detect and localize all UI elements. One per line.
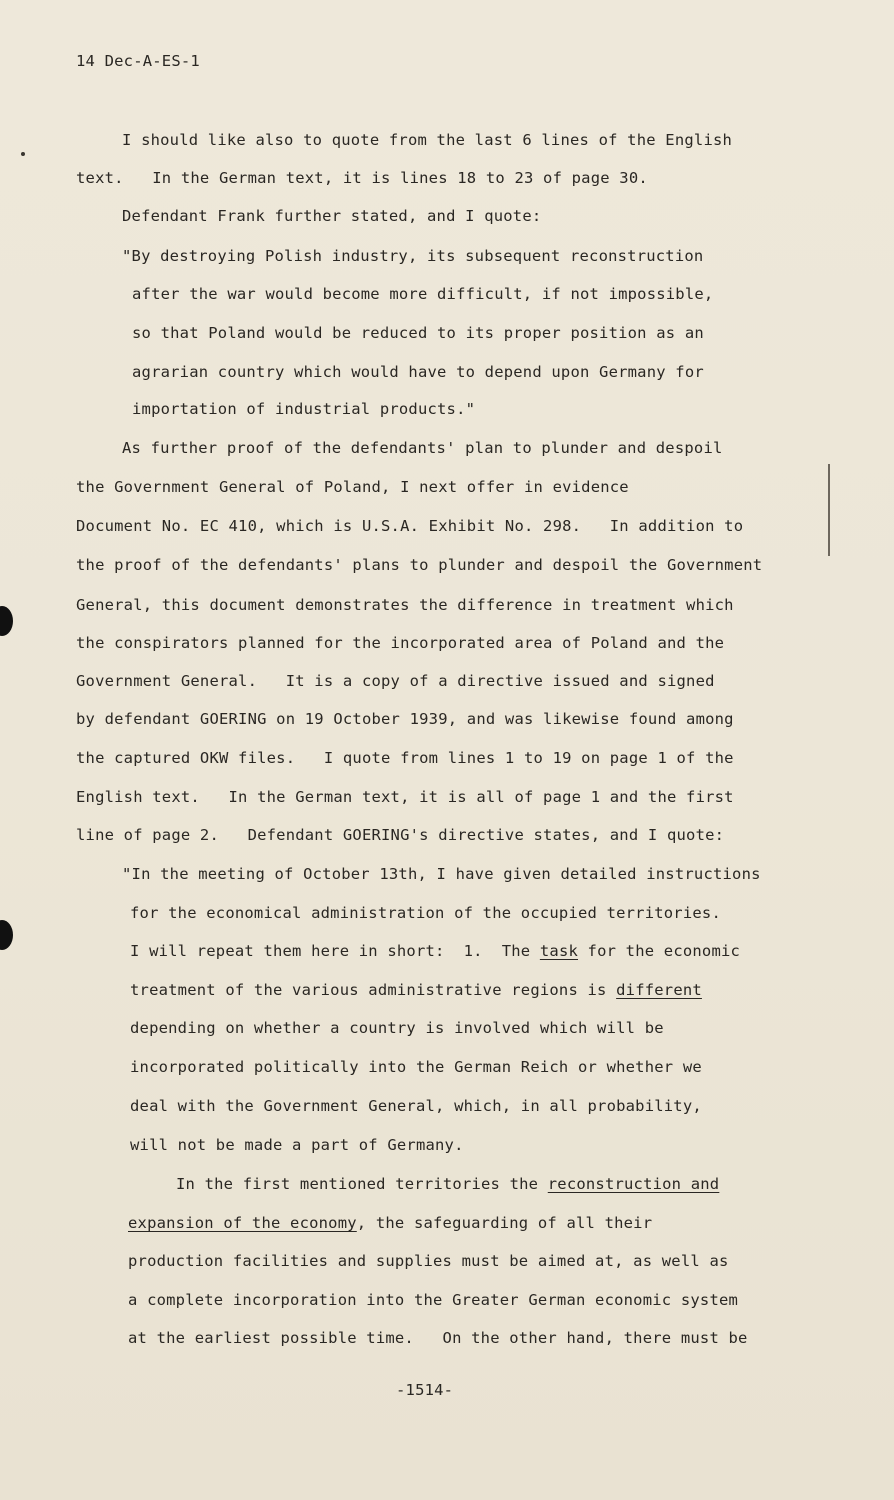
underlined-phrase: expansion of the economy — [128, 1214, 357, 1232]
quote-text: , the safeguarding of all their — [356, 1214, 653, 1232]
text-line: the proof of the defendants' plans to plunder and despoil the Government — [76, 556, 763, 574]
underlined-word: task — [539, 942, 579, 960]
binder-hole — [0, 920, 13, 950]
quote-line: for the economical administration of the occupied territories. — [130, 904, 721, 922]
text-line: line of page 2. Defendant GOERING's directive states, and I quote: — [76, 826, 725, 844]
underlined-phrase: reconstruction and — [547, 1175, 720, 1193]
quote-line: incorporated politically into the German Reich or whether we — [130, 1058, 702, 1076]
text-line: by defendant GOERING on 19 October 1939, and was likewise found among — [76, 710, 734, 728]
text-line: Defendant Frank further stated, and I quote: — [122, 207, 542, 225]
text-line: text. In the German text, it is lines 18 to 23 of page 30. — [76, 169, 648, 187]
underlined-word: different — [616, 981, 702, 999]
page-header: 14 Dec-A-ES-1 — [76, 52, 200, 70]
binder-hole — [0, 606, 13, 636]
text-line: As further proof of the defendants' plan to plunder and despoil — [122, 439, 723, 457]
quote-line: so that Poland would be reduced to its proper position as an — [132, 324, 704, 342]
text-line: the conspirators planned for the incorporated area of Poland and the — [76, 634, 725, 652]
quote-line: "In the meeting of October 13th, I have given detailed instructions — [122, 865, 761, 883]
ink-speck — [21, 152, 25, 156]
text-line: Government General. It is a copy of a directive issued and signed — [76, 672, 715, 690]
quote-line: importation of industrial products." — [132, 400, 476, 418]
quote-text: In the first mentioned territories the — [176, 1175, 548, 1193]
quote-line: deal with the Government General, which, in all probability, — [130, 1097, 702, 1115]
margin-mark — [828, 464, 830, 556]
quote-text: treatment of the various administrative regions is — [130, 981, 617, 999]
quote-line: a complete incorporation into the Greater German economic system — [128, 1291, 739, 1309]
text-line: I should like also to quote from the last 6 lines of the English — [122, 131, 733, 149]
quote-line: "By destroying Polish industry, its subsequent reconstruction — [122, 247, 704, 265]
text-line: the captured OKW files. I quote from lines 1 to 19 on page 1 of the — [76, 749, 734, 767]
page-number: -1514- — [396, 1381, 454, 1399]
quote-text: for the economic — [578, 942, 741, 960]
quote-line — [130, 941, 740, 961]
quote-line: after the war would become more difficult, if not impossible, — [132, 285, 714, 303]
quote-line — [128, 1213, 652, 1233]
quote-line: will not be made a part of Germany. — [130, 1136, 464, 1154]
quote-line: at the earliest possible time. On the other hand, there must be — [128, 1329, 748, 1347]
quote-line — [176, 1174, 719, 1194]
text-line: the Government General of Poland, I next offer in evidence — [76, 478, 629, 496]
quote-line — [130, 980, 702, 1000]
quote-line: production facilities and supplies must be aimed at, as well as — [128, 1252, 729, 1270]
quote-line: agrarian country which would have to depend upon Germany for — [132, 363, 704, 381]
text-line: General, this document demonstrates the difference in treatment which — [76, 596, 734, 614]
text-line: Document No. EC 410, which is U.S.A. Exhibit No. 298. In addition to — [76, 517, 744, 535]
quote-text: I will repeat them here in short: 1. The — [130, 942, 540, 960]
text-line: English text. In the German text, it is all of page 1 and the first — [76, 788, 734, 806]
quote-line: depending on whether a country is involved which will be — [130, 1019, 664, 1037]
